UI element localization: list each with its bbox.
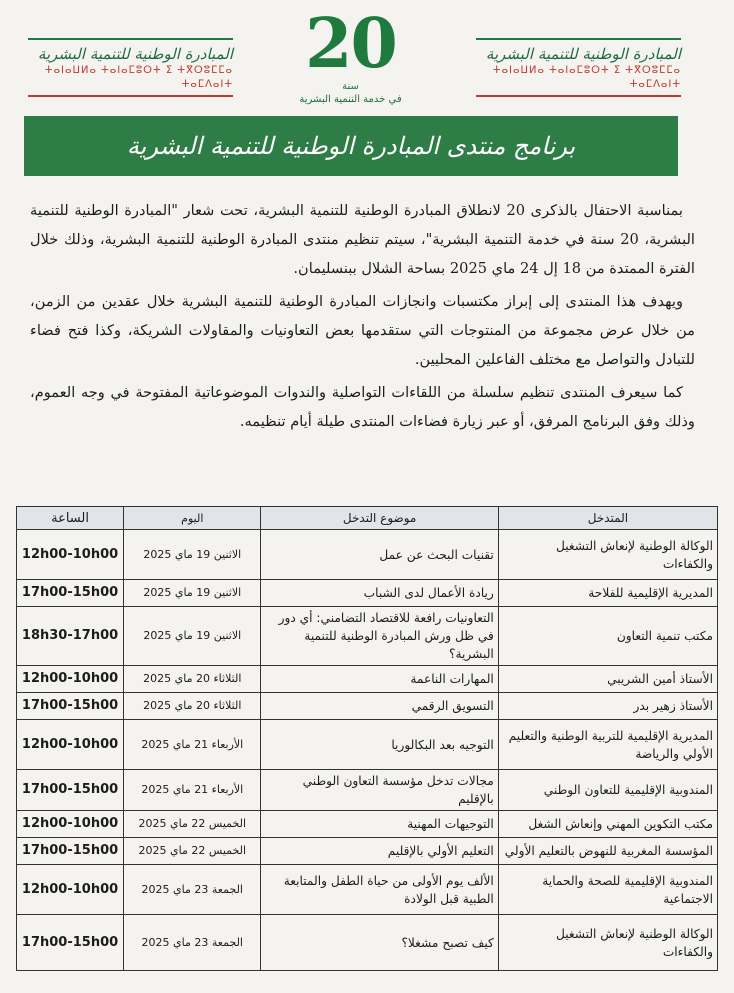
header-org-left [28, 38, 233, 101]
intro-paragraph-2: ويهدف هذا المنتدى إلى إبراز مكتسبات وانجازات المبادرة الوطنية للتنمية البشرية خلال عقدين من الزمن، من خلال عرض مجموعة من المنتوجات التي ستقدمها بعض التعاونيات والمقاولات الشريكة، وكذا فتح فضاء للتبادل والتواصل مع مختلف الفاعلين المحليين. [30, 293, 695, 368]
topic-cell: تقنيات البحث عن عمل [261, 530, 498, 580]
table-row [17, 770, 718, 811]
schedule-table [16, 506, 718, 971]
time-cell: 17h00-15h00 [17, 838, 124, 865]
day-cell: الجمعة 23 ماي 2025 [124, 915, 261, 971]
divider [476, 95, 681, 97]
table-row [17, 811, 718, 838]
time-cell: 18h30-17h00 [17, 607, 124, 666]
page-title: برنامج منتدى المبادرة الوطنية للتنمية البشرية [126, 132, 576, 160]
divider [28, 38, 233, 40]
table-row [17, 838, 718, 865]
title-banner [24, 116, 678, 176]
topic-cell: التعليم الأولي بالإقليم [261, 838, 498, 865]
intro-paragraph-3: كما سيعرف المنتدى تنظيم سلسلة من اللقاءات التواصلية والندوات الموضوعاتية المفتوحة في وجه العموم، وذلك وفق البرنامج المرفق، أو عبر زيارة فضاءات المنتدى طيلة أيام تنظيمه. [30, 384, 695, 430]
day-cell: الأربعاء 21 ماي 2025 [124, 720, 261, 770]
org-name-arabic: المبادرة الوطنية للتنمية البشرية [485, 45, 681, 63]
table-header-row [17, 507, 718, 530]
topic-cell: ريادة الأعمال لدى الشباب [261, 580, 498, 607]
speaker-cell: المندوبية الإقليمية للتعاون الوطني [498, 770, 717, 811]
header-day: اليوم [124, 507, 261, 530]
speaker-cell: الوكالة الوطنية لإنعاش التشغيل والكفاءات [498, 530, 717, 580]
time-cell: 17h00-15h00 [17, 770, 124, 811]
speaker-cell: المديرية الإقليمية للتربية الوطنية والتعليم الأولي والرياضة [498, 720, 717, 770]
topic-cell: الألف يوم الأولى من حياة الطفل والمتابعة الطبية قبل الولادة [261, 865, 498, 915]
speaker-cell: المندوبية الإقليمية للصحة والحماية الاجتماعية [498, 865, 717, 915]
topic-cell: التوجيه بعد البكالوريا [261, 720, 498, 770]
logo-tagline: في خدمة التنمية البشرية [299, 94, 402, 105]
speaker-cell: المديرية الإقليمية للفلاحة [498, 580, 717, 607]
intro-paragraph-1: بمناسبة الاحتفال بالذكرى 20 لانطلاق المبادرة الوطنية للتنمية البشرية، تحت شعار "المبادرة الوطنية للتنمية البشرية، 20 سنة في خدمة التنمية البشرية"، سيتم تنظيم منتدى المبادرة الوطنية للتنمية البشرية، وذلك خلال الفترة الممتدة من 18 إل 24 ماي 2025 بساحة الشلال ببنسليمان. [30, 202, 695, 277]
time-cell: 12h00-10h00 [17, 811, 124, 838]
time-cell: 17h00-15h00 [17, 693, 124, 720]
table-row [17, 720, 718, 770]
day-cell: الاثنين 19 ماي 2025 [124, 530, 261, 580]
intro-text [30, 196, 695, 440]
speaker-cell: المؤسسة المغربية للنهوض بالتعليم الأولي [498, 838, 717, 865]
topic-cell: التوجيهات المهنية [261, 811, 498, 838]
logo-word: سنة [342, 81, 359, 92]
day-cell: الخميس 22 ماي 2025 [124, 838, 261, 865]
topic-cell: المهارات الناعمة [261, 666, 498, 693]
org-name-tifinagh: ⵜⴰⵏⴰⵡⵍⴰ ⵜⴰⵏⴰⵎⵓⵔⵜ ⵉ ⵜⴳⵔⵓⵎⵎⴰ ⵜⴰⵎⴷⴰⵏⵜ [492, 65, 681, 90]
speaker-cell: مكتب تنمية التعاون [498, 607, 717, 666]
logo-number: 20 [305, 4, 396, 84]
table-row [17, 915, 718, 971]
header-time: الساعة [17, 507, 124, 530]
header-topic: موضوع التدخل [261, 507, 498, 530]
time-cell: 12h00-10h00 [17, 720, 124, 770]
day-cell: الخميس 22 ماي 2025 [124, 811, 261, 838]
day-cell: الاثنين 19 ماي 2025 [124, 580, 261, 607]
day-cell: الاثنين 19 ماي 2025 [124, 607, 261, 666]
table-row [17, 865, 718, 915]
table-row [17, 530, 718, 580]
speaker-cell: الوكالة الوطنية لإنعاش التشغيل والكفاءات [498, 915, 717, 971]
topic-cell: مجالات تدخل مؤسسة التعاون الوطني بالإقليم [261, 770, 498, 811]
day-cell: الأربعاء 21 ماي 2025 [124, 770, 261, 811]
topic-cell: كيف تصبح مشغلا؟ [261, 915, 498, 971]
day-cell: الثلاثاء 20 ماي 2025 [124, 666, 261, 693]
speaker-cell: الأستاذ أمين الشريبي [498, 666, 717, 693]
day-cell: الجمعة 23 ماي 2025 [124, 865, 261, 915]
org-name-tifinagh: ⵜⴰⵏⴰⵡⵍⴰ ⵜⴰⵏⴰⵎⵓⵔⵜ ⵉ ⵜⴳⵔⵓⵎⵎⴰ ⵜⴰⵎⴷⴰⵏⵜ [44, 65, 233, 90]
topic-cell: التسويق الرقمي [261, 693, 498, 720]
header-speaker: المتدخل [498, 507, 717, 530]
speaker-cell: مكتب التكوين المهني وإنعاش الشغل [498, 811, 717, 838]
time-cell: 12h00-10h00 [17, 666, 124, 693]
table-row [17, 693, 718, 720]
org-name-arabic: المبادرة الوطنية للتنمية البشرية [37, 45, 233, 63]
day-cell: الثلاثاء 20 ماي 2025 [124, 693, 261, 720]
time-cell: 17h00-15h00 [17, 915, 124, 971]
table-row [17, 666, 718, 693]
time-cell: 12h00-10h00 [17, 865, 124, 915]
divider [28, 95, 233, 97]
table-row [17, 580, 718, 607]
header-org-right [476, 38, 681, 101]
table-row [17, 607, 718, 666]
anniversary-logo [283, 4, 418, 108]
time-cell: 17h00-15h00 [17, 580, 124, 607]
time-cell: 12h00-10h00 [17, 530, 124, 580]
speaker-cell: الأستاذ زهير بدر [498, 693, 717, 720]
divider [476, 38, 681, 40]
topic-cell: التعاونيات رافعة للاقتصاد التضامني: أي دور في ظل ورش المبادرة الوطنية للتنمية البشرية؟ [261, 607, 498, 666]
